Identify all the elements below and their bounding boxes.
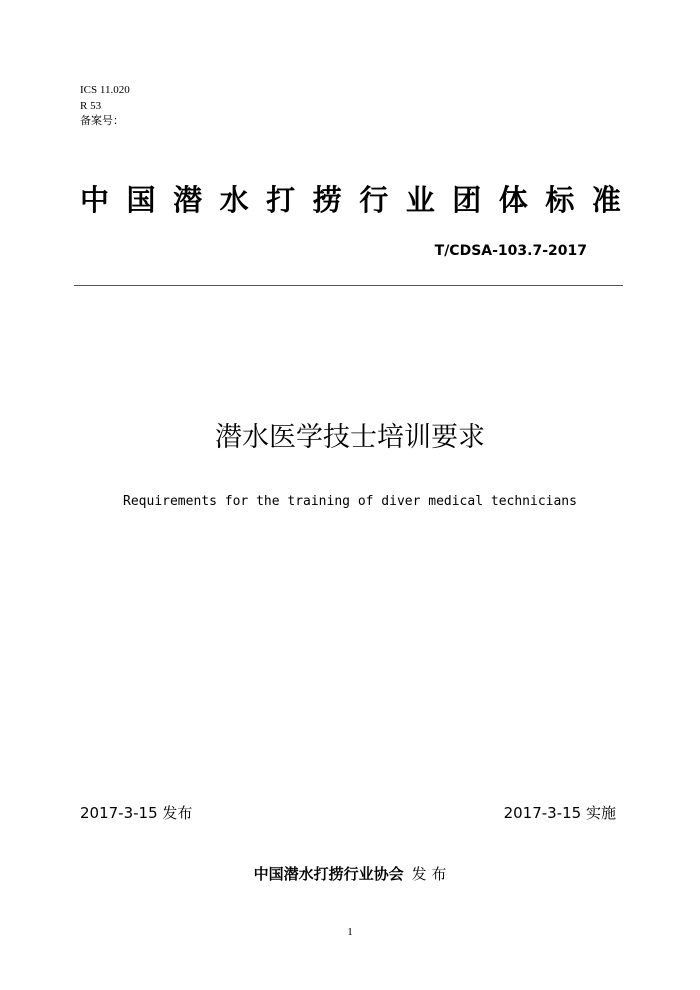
- category-code: R 53: [80, 99, 102, 112]
- standard-number: T/CDSA-103.7-2017: [434, 243, 587, 259]
- heading-char: 中: [80, 183, 110, 217]
- implementation-date: 2017-3-15 实施: [503, 804, 616, 822]
- document-metadata: [80, 83, 130, 130]
- publisher-line: [0, 863, 700, 884]
- document-title-english: Requirements for the training of diver medical technicians: [123, 494, 577, 509]
- organization-standard-heading: [80, 177, 621, 223]
- record-number-label: 备案号：: [80, 115, 124, 127]
- heading-char: 业: [405, 183, 435, 217]
- page-number: 1: [347, 926, 353, 938]
- heading-char: 捞: [312, 183, 342, 217]
- publisher-action: 发 布: [411, 865, 447, 883]
- heading-char: 行: [359, 183, 389, 217]
- heading-char: 团: [452, 183, 482, 217]
- heading-char: 国: [126, 183, 156, 217]
- publisher-organization: 中国潜水打捞行业协会: [253, 865, 404, 883]
- heading-char: 准: [591, 183, 621, 217]
- heading-char: 标: [545, 183, 575, 217]
- header-divider: [74, 285, 623, 286]
- heading-char: 潜: [173, 183, 203, 217]
- document-title-chinese: 潜水医学技士培训要求: [215, 422, 485, 453]
- heading-char: 水: [219, 183, 249, 217]
- heading-char: 体: [498, 183, 528, 217]
- heading-char: 打: [266, 183, 296, 217]
- ics-code: ICS 11.020: [80, 84, 130, 96]
- issue-date: 2017-3-15 发布: [80, 804, 193, 822]
